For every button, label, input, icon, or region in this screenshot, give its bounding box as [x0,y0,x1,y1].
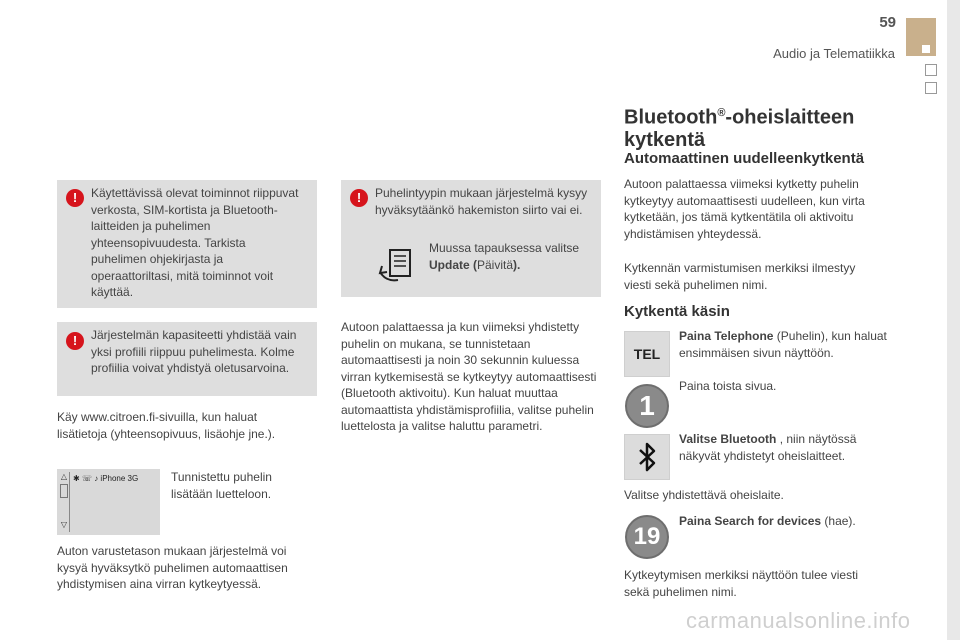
step-search-key: Paina Search for devices [679,514,822,528]
step-bluetooth [679,431,884,464]
scroll-bar-icon: △ ▽ [59,472,70,532]
chapter-tab-empty [925,82,937,94]
step-1-text: Paina toista sivua. [679,379,777,393]
subheading-manual: Kytkentä käsin [624,303,730,320]
step-telephone-rest: (Puhelin), kun haluat ensimmäisen sivun näyttöön. [679,329,887,360]
warning-text-directory: Puhelintyypin mukaan järjestelmä kysyy hyväksytäänkö hakemiston siirto vai ei. [375,186,588,217]
registered-mark: ® [717,107,726,119]
phone-screen-thumbnail [57,469,160,535]
confirm-paragraph: Kytkennän varmistumisen merkiksi ilmestyy viesti sekä puhelimen nimi. [624,261,856,292]
button-19-icon: 19 [625,515,669,559]
warning-text-compat: Käytettävissä olevat toiminnot riippuvat verkosta, SIM-kortista ja Bluetooth-laitteiden ja puhelimen yhteensopivuudesta. Tarkista puhelimen ohjekirjasta ja operaattoriltasi, mitä toiminnot voit käyttää. [91,186,299,299]
main-heading [624,102,934,151]
update-directory-icon [378,248,418,284]
select-device-text: Valitse yhdistettävä oheislaite. [624,488,784,502]
watermark: carmanualsonline.info [686,608,911,633]
screen-caption: Tunnistettu puhelin lisätään luetteloon. [171,470,272,501]
chapter-tab [906,18,936,56]
page-number: 59 [879,14,896,31]
tel-button-icon [624,331,670,377]
bluetooth-icon [624,434,670,480]
auto-connect-question-text: Auton varustetason mukaan järjestelmä voi kysyä hyväksytkö puhelimen automaattisen yhdistymisen aina virran kytkeytyessä. [57,544,288,591]
visit-text: Käy www.citroen.fi-sivuilla, kun haluat lisätietoja (yhteensopivuus, lisäohje jne.). [57,410,276,441]
auto-paragraph: Autoon palattaessa viimeksi kytketty puhelin kytkeytyy automaattisesti uudelleen, kun virta kytketään, jos tämä kytkentätila oli aktivoitu yhdistämisen yhteydessä. [624,177,865,241]
warning-icon: ! [350,189,368,207]
update-instruction [429,240,594,273]
bluetooth-icon: ✱ [73,474,80,483]
button-1-icon: 1 [625,384,669,428]
update-translation: Päivitä [477,257,514,272]
step-search-rest: (hae). [821,514,856,528]
warning-text-capacity: Järjestelmän kapasiteetti yhdistää vain yksi profiili riippuu puhelimesta. Kolme profiilia voivat yhdistyä oletusarvoina. [91,328,297,375]
auto-reconnect-text: Autoon palattaessa ja kun viimeksi yhdistetty puhelin on mukana, se tunnistetaan automaattisesti ja noin 30 sekunnin kuluessa virran kytkemisestä se kytkeytyy automaattisesti (Bluetooth aktivoitu). Kun haluat muuttaa automaattista yhdistämisprofiilia, valitse puhelin luettelosta ja valitse haluttu parametri. [341,320,597,433]
chapter-tab-empty [925,64,937,76]
phone-profile-icon: ☏ [81,474,92,483]
warning-icon: ! [66,189,84,207]
page-edge [947,0,960,640]
music-icon: ♪ [94,474,99,483]
section-title: Audio ja Telematiikka [773,46,895,61]
heading-part-b: -oheislaitteen kytkentä [624,106,855,151]
step-telephone [679,328,889,361]
final-text: Kytkeytymisen merkiksi näyttöön tulee viesti sekä puhelimen nimi. [624,568,859,599]
step-search [679,513,889,530]
update-keyword: Update ( [429,257,477,272]
device-name: iPhone 3G [100,474,139,483]
update-pre-text: Muussa tapauksessa valitse [429,241,580,255]
update-close: ). [513,257,521,272]
screen-device-row [73,474,138,483]
tel-label: TEL [633,346,661,362]
step-bluetooth-rest: , niin näytössä näkyvät yhdistetyt oheislaitteet. [679,432,857,463]
step-telephone-key: Paina Telephone [679,329,774,343]
warning-icon: ! [66,332,84,350]
step-bluetooth-key: Valitse Bluetooth [679,432,777,446]
subheading-auto: Automaattinen uudelleenkytkentä [624,150,865,167]
heading-part-a: Bluetooth [624,106,718,129]
